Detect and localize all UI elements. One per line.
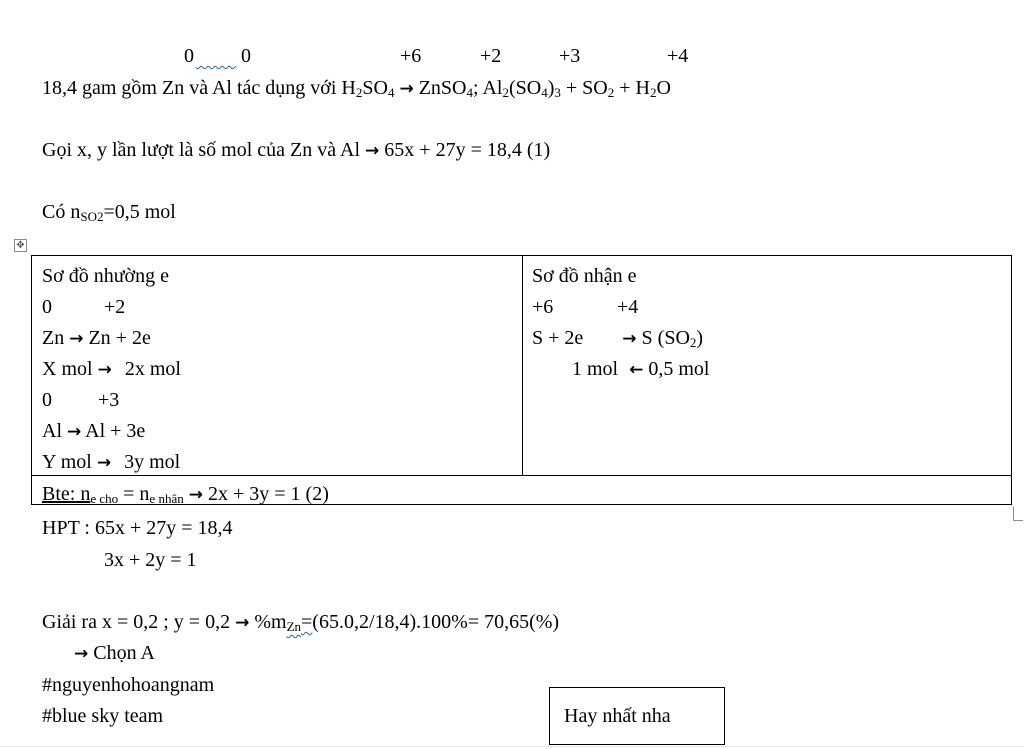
eq-text: Zn + 2e bbox=[88, 327, 151, 349]
sub: Zn bbox=[286, 619, 302, 634]
ox-s-plus6: +6 bbox=[400, 45, 422, 67]
variables-line bbox=[42, 138, 550, 163]
ox-al-plus3: +3 bbox=[559, 45, 581, 67]
spell-underline bbox=[196, 44, 236, 68]
mol-text: Có n bbox=[42, 201, 81, 223]
right-arrow-icon: → bbox=[97, 360, 112, 380]
right-mol-s bbox=[572, 357, 710, 382]
mol-text: 1 mol bbox=[572, 358, 619, 380]
reaction-text: ; Al bbox=[473, 77, 503, 99]
right-arrow-icon: → bbox=[74, 644, 89, 664]
balance-text: n bbox=[75, 483, 91, 505]
reaction-text: ) bbox=[547, 77, 555, 99]
hpt-line-1: HPT : 65x + 27y = 18,4 bbox=[42, 517, 233, 539]
balance-label: Bte: bbox=[42, 483, 76, 505]
mol-so2-line bbox=[42, 200, 176, 224]
sub: 2 bbox=[649, 85, 657, 100]
variables-text: Gọi x, y lần lượt là số mol của Zn và Al bbox=[42, 139, 361, 161]
equation-2: 2x + 3y = 1 (2) bbox=[207, 483, 329, 505]
eq-text: S (SO bbox=[641, 327, 690, 349]
right-header: Sơ đồ nhận e bbox=[532, 265, 637, 287]
right-arrow-icon: → bbox=[365, 141, 380, 161]
eq-text: Al bbox=[42, 420, 62, 442]
solution-line bbox=[42, 610, 559, 635]
ox-al-0: 0 bbox=[241, 45, 251, 67]
reaction-text: O bbox=[656, 77, 671, 99]
left-header: Sơ đồ nhường e bbox=[42, 265, 169, 287]
mol-text: 0,5 mol bbox=[648, 358, 710, 380]
choose-text: Chọn A bbox=[93, 642, 155, 664]
sub: SO2 bbox=[80, 209, 104, 224]
right-ox-b: +4 bbox=[617, 296, 639, 318]
sub: 3 bbox=[554, 85, 561, 100]
equation-1: 65x + 27y = 18,4 (1) bbox=[384, 139, 551, 161]
mol-text: 2x mol bbox=[124, 358, 181, 380]
left-arrow-icon: ← bbox=[629, 360, 644, 380]
reaction-text: + SO bbox=[560, 77, 608, 99]
reaction-text: SO bbox=[362, 77, 388, 99]
mol-text: Y mol bbox=[42, 451, 92, 473]
left-ox-2a: 0 bbox=[42, 389, 52, 411]
reaction-text: + H bbox=[614, 77, 650, 99]
sub: 4 bbox=[466, 85, 473, 100]
eq-text: Al + 3e bbox=[85, 420, 146, 442]
left-ox-2b: +3 bbox=[98, 389, 120, 411]
right-ox-a: +6 bbox=[532, 296, 554, 318]
right-arrow-icon: → bbox=[188, 485, 203, 505]
page-edge bbox=[0, 746, 1024, 747]
right-eq-s bbox=[532, 326, 703, 351]
left-eq-al bbox=[42, 419, 145, 444]
mol-text: X mol bbox=[42, 358, 93, 380]
right-arrow-icon: → bbox=[67, 422, 82, 442]
left-ox-1a: 0 bbox=[42, 296, 52, 318]
left-ox-1b: +2 bbox=[104, 296, 126, 318]
hpt-line-2: 3x + 2y = 1 bbox=[104, 549, 197, 571]
left-eq-zn bbox=[42, 326, 151, 351]
solution-text: = bbox=[301, 611, 313, 633]
sub: 2 bbox=[502, 85, 509, 100]
reaction-text: 18,4 gam gồm Zn và Al tác dụng với H bbox=[42, 77, 356, 99]
solution-text: Giải ra x = 0,2 ; y = 0,2 bbox=[42, 611, 231, 633]
ox-s-plus4: +4 bbox=[667, 45, 689, 67]
balance-text: = n bbox=[118, 483, 150, 505]
sub: e cho bbox=[90, 491, 119, 506]
right-arrow-icon: → bbox=[69, 329, 84, 349]
right-arrow-icon: → bbox=[622, 329, 637, 349]
solution-text: %m bbox=[254, 611, 287, 633]
solution-result: (65.0,2/18,4).100%= 70,65(%) bbox=[312, 611, 560, 633]
mol-value: =0,5 mol bbox=[103, 201, 176, 223]
sub: 4 bbox=[387, 85, 395, 100]
left-mol-al bbox=[42, 450, 180, 475]
table-row-divider bbox=[32, 475, 1011, 476]
table-column-divider bbox=[522, 256, 523, 475]
right-arrow-icon: → bbox=[399, 79, 414, 99]
electron-table bbox=[31, 255, 1012, 505]
sub: 2 bbox=[355, 85, 363, 100]
sub: 2 bbox=[689, 335, 697, 350]
sub: e nhận bbox=[149, 491, 184, 506]
right-arrow-icon: → bbox=[96, 453, 112, 473]
tag-team: #blue sky team bbox=[42, 705, 164, 727]
right-arrow-icon: → bbox=[235, 613, 250, 633]
ox-zn-0: 0 bbox=[184, 45, 194, 67]
note-box: Hay nhất nha bbox=[549, 687, 725, 745]
reaction-text: ZnSO bbox=[418, 77, 467, 99]
tag-author: #nguyenhohoangnam bbox=[42, 674, 215, 696]
balance-row bbox=[42, 482, 329, 507]
sub: 4 bbox=[541, 85, 548, 100]
eq-text: ) bbox=[696, 327, 704, 349]
eq-text: Zn bbox=[42, 327, 65, 349]
eq-text: S + 2e bbox=[532, 327, 584, 349]
mol-text: 3y mol bbox=[124, 451, 181, 473]
ox-zn-plus2: +2 bbox=[480, 45, 502, 67]
table-move-handle-icon[interactable]: ✥ bbox=[14, 239, 27, 252]
choose-line bbox=[74, 641, 155, 666]
table-resize-handle[interactable] bbox=[1013, 507, 1023, 521]
reaction-text: (SO bbox=[508, 77, 542, 99]
left-mol-zn bbox=[42, 357, 181, 382]
sub: 2 bbox=[607, 85, 615, 100]
reaction-line bbox=[42, 76, 671, 101]
